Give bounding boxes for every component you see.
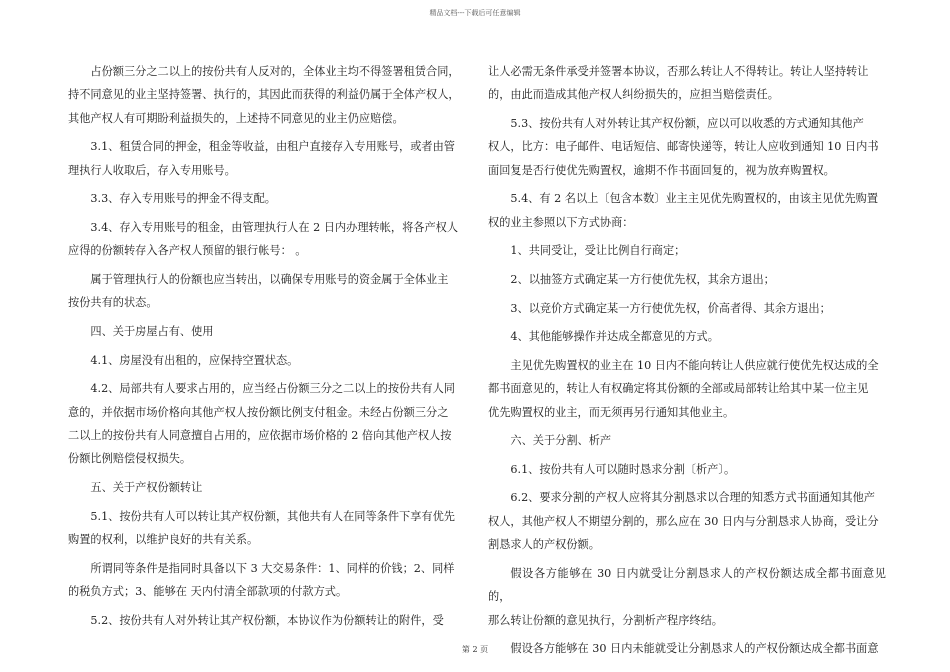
page-header: 精品文档---下载后可任意编辑 [429, 9, 521, 17]
text-line: 权的业主参照以下方式协商： [488, 215, 634, 229]
text-line: 面回复是否行使优先购置权，逾期不作书面回复的，视为放弃购置权。 [488, 163, 835, 177]
text-line: 5.2、按份共有人对外转让其产权份额，本协议作为份额转让的附件，受 [90, 613, 444, 627]
text-line: 属于管理执行人的份额也应当转出，以确保专用账号的资金属于全体业主 [90, 273, 449, 286]
text-line: 3.3、存入专用账号的押金不得支配。 [90, 192, 276, 206]
text-line: 4、其他能够操作并达成全都意见的方式。 [510, 330, 719, 344]
text-line: 的，由此而造成其他产权人纠纷损失的，应担当赔偿责任。 [488, 88, 779, 102]
text-line: 购置的权利，以维护良好的共有关系。 [68, 533, 259, 546]
page-number: 第 2 页 [461, 645, 489, 654]
text-line: 4.1、房屋没有出租的，应保持空置状态。 [90, 353, 299, 367]
text-line: 2、以抽签方式确定某一方行使优先权，其余方退出； [510, 273, 775, 286]
text-line: 二以上的按份共有人同意擅自占用的，应依据市场价格的 2 倍向其他产权人按 [68, 429, 452, 442]
text-line: 1、共同受让，受让比例自行商定； [510, 244, 686, 258]
text-line: 应得的份额转存入各产权人预留的银行帐号： 。 [68, 244, 307, 258]
text-line: 假设各方能够在 30 日内未能就受让分割恳求人的产权份额达成全都书面意 [510, 642, 879, 656]
text-line: 按份共有的状态。 [68, 296, 158, 310]
text-line: 持不同意见的业主坚持签署、执行的，其因此而获得的利益仍属于全体产权人， [68, 88, 460, 102]
text-line: 六、关于分割、析产 [510, 434, 612, 448]
text-line: 让人必需无条件承受并签署本协议，否那么转让人不得转让。转让人坚持转让 [488, 65, 869, 78]
text-line: 意的，并依据市场价格向其他产权人按份额比例支付租金。未经占份额三分之 [68, 405, 449, 419]
text-line: 优先购置权的业主，而无须再另行通知其他业主。 [488, 405, 735, 419]
text-line: 5.1、按份共有人可以转让其产权份额，其他共有人在同等条件下享有优先 [90, 509, 455, 523]
text-line: 权人，其他产权人不期望分割的，那么应在 30 日内与分割恳求人协商，受让分 [488, 514, 879, 528]
text-line: 都书面意见的，转让人有权确定将其份额的全部或局部转让给其中某一位主见 [488, 382, 869, 396]
left-column [68, 60, 466, 632]
right-column [488, 60, 886, 661]
text-line: 5.3、按份共有人对外转让其产权份额，应以可以收悉的方式通知其他产 [510, 117, 864, 130]
text-line: 3.4、存入专用账号的租金，由管理执行人在 2 日内办理转帐，将各产权人 [90, 221, 459, 234]
text-line: 四、关于房屋占有、使用 [90, 325, 214, 338]
text-line: 那么转让份额的意见执行，分割析产程序终结。 [488, 613, 723, 627]
text-line: 五、关于产权份额转让 [90, 481, 203, 494]
text-line: 主见优先购置权的业主在 10 日内不能向转让人供应就行使优先权达成的全 [510, 358, 879, 372]
text-line: 5.4、有 2 名以上〔包含本数〕业主主见优先购置权的，由该主见优先购置 [510, 192, 879, 206]
text-line: 割恳求人的产权份额。 [488, 538, 600, 552]
text-line: 4.2、局部共有人要求占用的，应当经占份额三分之二以上的按份共有人同 [90, 382, 455, 396]
text-line: 所谓同等条件是指同时具备以下 3 大交易条件：1、同样的价钱；2、同样 [90, 561, 455, 575]
text-line: 6.1、按份共有人可以随时恳求分割〔析产〕。 [510, 462, 736, 476]
text-line: 假设各方能够在 30 日内就受让分割恳求人的产权份额达成全都书面意见的， [488, 566, 886, 604]
text-line: 份额比例赔偿侵权损失。 [68, 452, 192, 466]
text-line: 其他产权人有可期盼利益损失的，上述持不同意见的业主仍应赔偿。 [68, 111, 404, 125]
text-line: 6.2、要求分割的产权人应将其分割恳求以合理的知悉方式书面通知其他产 [510, 491, 875, 505]
text-line: 的税负方式；3、能够在 天内付清全部款项的付款方式。 [68, 585, 348, 598]
text-line: 权人，比方：电子邮件、电话短信、邮寄快递等，转让人应收到通知 10 日内书 [488, 140, 879, 154]
text-line: 3.1、租赁合同的押金，租金等收益，由租户直接存入专用账号，或者由管 [90, 140, 455, 154]
text-line: 理执行人收取后，存入专用账号。 [68, 163, 236, 177]
text-line: 占份额三分之二以上的按份共有人反对的，全体业主均不得签署租赁合同， [90, 65, 460, 78]
text-line: 3、以竞价方式确定某一方行使优先权，价高者得、其余方退出； [510, 301, 831, 315]
